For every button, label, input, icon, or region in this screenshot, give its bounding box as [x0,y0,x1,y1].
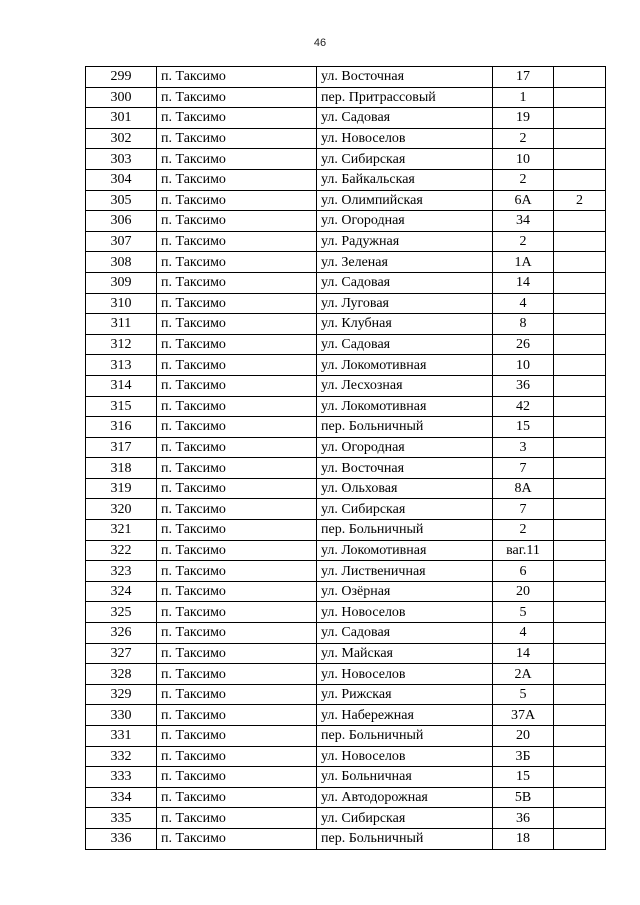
house-number-cell: 2 [493,231,554,252]
apartment-cell [554,746,606,767]
apartment-cell [554,684,606,705]
row-number-cell: 301 [86,108,157,129]
street-cell: ул. Радужная [317,231,493,252]
table-row [86,149,606,170]
apartment-cell [554,726,606,747]
locality-cell: п. Таксимо [157,767,317,788]
locality-cell: п. Таксимо [157,149,317,170]
row-number-cell: 307 [86,231,157,252]
row-number-cell: 334 [86,787,157,808]
row-number-cell: 323 [86,561,157,582]
street-cell: ул. Огородная [317,437,493,458]
table-row [86,437,606,458]
table-row [86,828,606,849]
apartment-cell [554,828,606,849]
apartment-cell [554,520,606,541]
row-number-cell: 306 [86,211,157,232]
house-number-cell: 5В [493,787,554,808]
apartment-cell [554,396,606,417]
street-cell: ул. Олимпийская [317,190,493,211]
apartment-cell: 2 [554,190,606,211]
street-cell: пер. Больничный [317,417,493,438]
locality-cell: п. Таксимо [157,787,317,808]
street-cell: ул. Новоселов [317,128,493,149]
table-row [86,272,606,293]
apartment-cell [554,231,606,252]
house-number-cell: 10 [493,355,554,376]
apartment-cell [554,581,606,602]
locality-cell: п. Таксимо [157,334,317,355]
apartment-cell [554,87,606,108]
locality-cell: п. Таксимо [157,272,317,293]
house-number-cell: 15 [493,417,554,438]
row-number-cell: 299 [86,67,157,88]
house-number-cell: 17 [493,67,554,88]
apartment-cell [554,355,606,376]
apartment-cell [554,808,606,829]
house-number-cell: 26 [493,334,554,355]
apartment-cell [554,540,606,561]
locality-cell: п. Таксимо [157,540,317,561]
row-number-cell: 305 [86,190,157,211]
house-number-cell: 4 [493,623,554,644]
table-row [86,211,606,232]
locality-cell: п. Таксимо [157,684,317,705]
street-cell: ул. Садовая [317,623,493,644]
table-row [86,396,606,417]
street-cell: ул. Ольховая [317,478,493,499]
apartment-cell [554,478,606,499]
house-number-cell: 20 [493,726,554,747]
street-cell: ул. Новоселов [317,602,493,623]
apartment-cell [554,787,606,808]
address-table-body [86,67,606,850]
table-row [86,664,606,685]
apartment-cell [554,458,606,479]
table-row [86,87,606,108]
row-number-cell: 335 [86,808,157,829]
table-row [86,231,606,252]
apartment-cell [554,314,606,335]
locality-cell: п. Таксимо [157,581,317,602]
row-number-cell: 310 [86,293,157,314]
apartment-cell [554,437,606,458]
row-number-cell: 302 [86,128,157,149]
house-number-cell: 20 [493,581,554,602]
house-number-cell: 14 [493,643,554,664]
street-cell: ул. Майская [317,643,493,664]
street-cell: ул. Автодорожная [317,787,493,808]
street-cell: ул. Восточная [317,67,493,88]
table-row [86,108,606,129]
locality-cell: п. Таксимо [157,67,317,88]
locality-cell: п. Таксимо [157,808,317,829]
row-number-cell: 316 [86,417,157,438]
street-cell: ул. Садовая [317,272,493,293]
locality-cell: п. Таксимо [157,726,317,747]
locality-cell: п. Таксимо [157,437,317,458]
apartment-cell [554,252,606,273]
house-number-cell: 34 [493,211,554,232]
street-cell: ул. Клубная [317,314,493,335]
house-number-cell: 5 [493,602,554,623]
house-number-cell: 6А [493,190,554,211]
house-number-cell: 5 [493,684,554,705]
apartment-cell [554,643,606,664]
street-cell: ул. Зеленая [317,252,493,273]
locality-cell: п. Таксимо [157,602,317,623]
locality-cell: п. Таксимо [157,478,317,499]
street-cell: ул. Рижская [317,684,493,705]
row-number-cell: 328 [86,664,157,685]
table-row [86,684,606,705]
apartment-cell [554,499,606,520]
house-number-cell: 15 [493,767,554,788]
house-number-cell: ваг.11 [493,540,554,561]
row-number-cell: 324 [86,581,157,602]
row-number-cell: 329 [86,684,157,705]
apartment-cell [554,334,606,355]
house-number-cell: 42 [493,396,554,417]
row-number-cell: 336 [86,828,157,849]
house-number-cell: 2 [493,520,554,541]
street-cell: ул. Садовая [317,108,493,129]
locality-cell: п. Таксимо [157,293,317,314]
apartment-cell [554,293,606,314]
row-number-cell: 300 [86,87,157,108]
house-number-cell: 37А [493,705,554,726]
locality-cell: п. Таксимо [157,828,317,849]
row-number-cell: 309 [86,272,157,293]
locality-cell: п. Таксимо [157,231,317,252]
table-row [86,787,606,808]
house-number-cell: 8 [493,314,554,335]
table-row [86,623,606,644]
street-cell: ул. Огородная [317,211,493,232]
table-row [86,726,606,747]
row-number-cell: 308 [86,252,157,273]
apartment-cell [554,169,606,190]
apartment-cell [554,128,606,149]
house-number-cell: 4 [493,293,554,314]
house-number-cell: 7 [493,499,554,520]
table-row [86,643,606,664]
house-number-cell: 19 [493,108,554,129]
table-row [86,67,606,88]
table-row [86,293,606,314]
street-cell: ул. Новоселов [317,746,493,767]
apartment-cell [554,664,606,685]
apartment-cell [554,623,606,644]
locality-cell: п. Таксимо [157,108,317,129]
locality-cell: п. Таксимо [157,458,317,479]
street-cell: ул. Сибирская [317,499,493,520]
house-number-cell: 6 [493,561,554,582]
street-cell: ул. Новоселов [317,664,493,685]
house-number-cell: 1А [493,252,554,273]
row-number-cell: 327 [86,643,157,664]
apartment-cell [554,561,606,582]
street-cell: пер. Притрассовый [317,87,493,108]
locality-cell: п. Таксимо [157,664,317,685]
street-cell: ул. Луговая [317,293,493,314]
street-cell: ул. Байкальская [317,169,493,190]
row-number-cell: 304 [86,169,157,190]
row-number-cell: 330 [86,705,157,726]
locality-cell: п. Таксимо [157,252,317,273]
table-row [86,499,606,520]
apartment-cell [554,375,606,396]
row-number-cell: 313 [86,355,157,376]
locality-cell: п. Таксимо [157,417,317,438]
locality-cell: п. Таксимо [157,314,317,335]
street-cell: ул. Сибирская [317,808,493,829]
house-number-cell: 1 [493,87,554,108]
apartment-cell [554,602,606,623]
row-number-cell: 319 [86,478,157,499]
street-cell: ул. Лесхозная [317,375,493,396]
table-row [86,478,606,499]
house-number-cell: 36 [493,375,554,396]
table-row [86,540,606,561]
table-row [86,334,606,355]
table-row [86,355,606,376]
locality-cell: п. Таксимо [157,520,317,541]
house-number-cell: 3Б [493,746,554,767]
house-number-cell: 14 [493,272,554,293]
street-cell: ул. Локомотивная [317,540,493,561]
row-number-cell: 326 [86,623,157,644]
row-number-cell: 320 [86,499,157,520]
table-row [86,602,606,623]
table-row [86,581,606,602]
locality-cell: п. Таксимо [157,375,317,396]
house-number-cell: 7 [493,458,554,479]
address-table [85,66,606,850]
house-number-cell: 2 [493,169,554,190]
apartment-cell [554,149,606,170]
street-cell: ул. Локомотивная [317,355,493,376]
street-cell: ул. Лиственичная [317,561,493,582]
locality-cell: п. Таксимо [157,643,317,664]
house-number-cell: 36 [493,808,554,829]
row-number-cell: 311 [86,314,157,335]
apartment-cell [554,417,606,438]
locality-cell: п. Таксимо [157,705,317,726]
house-number-cell: 10 [493,149,554,170]
locality-cell: п. Таксимо [157,396,317,417]
row-number-cell: 314 [86,375,157,396]
street-cell: ул. Озёрная [317,581,493,602]
street-cell: пер. Больничный [317,520,493,541]
house-number-cell: 3 [493,437,554,458]
row-number-cell: 322 [86,540,157,561]
apartment-cell [554,108,606,129]
apartment-cell [554,705,606,726]
table-row [86,705,606,726]
street-cell: ул. Садовая [317,334,493,355]
street-cell: ул. Восточная [317,458,493,479]
house-number-cell: 2А [493,664,554,685]
house-number-cell: 8А [493,478,554,499]
locality-cell: п. Таксимо [157,128,317,149]
table-row [86,375,606,396]
apartment-cell [554,767,606,788]
apartment-cell [554,272,606,293]
table-row [86,417,606,438]
locality-cell: п. Таксимо [157,561,317,582]
locality-cell: п. Таксимо [157,169,317,190]
row-number-cell: 315 [86,396,157,417]
table-row [86,520,606,541]
table-row [86,128,606,149]
row-number-cell: 318 [86,458,157,479]
table-row [86,314,606,335]
row-number-cell: 303 [86,149,157,170]
table-row [86,190,606,211]
row-number-cell: 317 [86,437,157,458]
street-cell: ул. Набережная [317,705,493,726]
street-cell: ул. Локомотивная [317,396,493,417]
locality-cell: п. Таксимо [157,355,317,376]
page-number: 46 [313,37,327,49]
row-number-cell: 312 [86,334,157,355]
table-row [86,746,606,767]
table-row [86,458,606,479]
locality-cell: п. Таксимо [157,190,317,211]
row-number-cell: 333 [86,767,157,788]
table-row [86,561,606,582]
street-cell: ул. Больничная [317,767,493,788]
house-number-cell: 2 [493,128,554,149]
row-number-cell: 332 [86,746,157,767]
row-number-cell: 325 [86,602,157,623]
locality-cell: п. Таксимо [157,211,317,232]
table-row [86,767,606,788]
street-cell: пер. Больничный [317,828,493,849]
table-row [86,169,606,190]
row-number-cell: 331 [86,726,157,747]
locality-cell: п. Таксимо [157,87,317,108]
row-number-cell: 321 [86,520,157,541]
locality-cell: п. Таксимо [157,499,317,520]
apartment-cell [554,67,606,88]
table-row [86,252,606,273]
apartment-cell [554,211,606,232]
locality-cell: п. Таксимо [157,746,317,767]
house-number-cell: 18 [493,828,554,849]
street-cell: пер. Больничный [317,726,493,747]
locality-cell: п. Таксимо [157,623,317,644]
table-row [86,808,606,829]
street-cell: ул. Сибирская [317,149,493,170]
